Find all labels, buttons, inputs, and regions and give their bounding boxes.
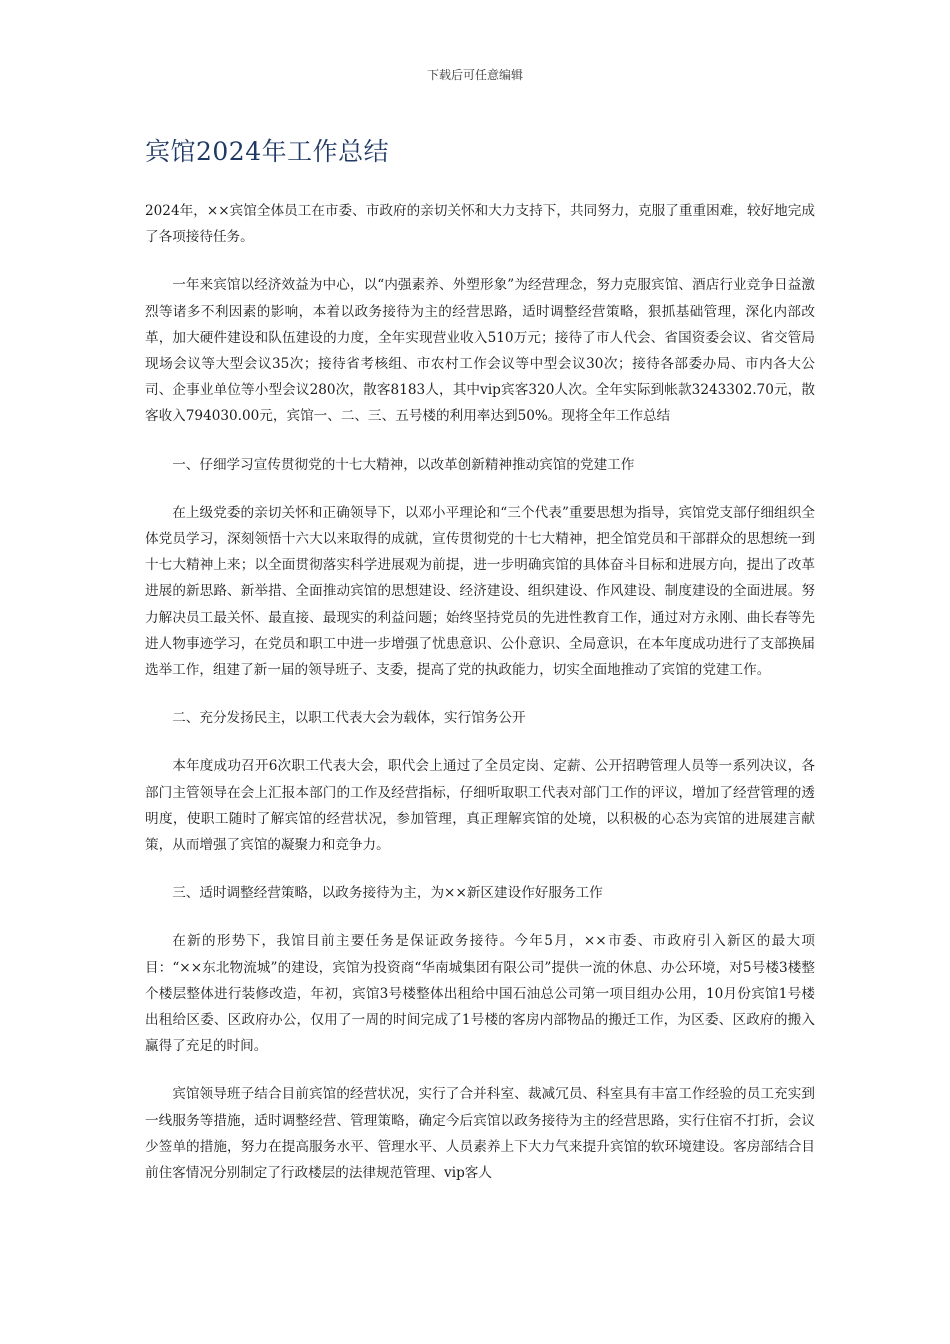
section-3-paragraph-2: 宾馆领导班子结合目前宾馆的经营状况，实行了合并科室、裁减冗员、科室具有丰富工作经验的员工充实到一线服务等措施，适时调整经营、管理策略，确定今后宾馆以政务接待为主的经营思路，实行住宿不打折，会议少签单的措施，努力在提高服务水平、管理水平、人员素养上下大力气来提升宾馆的软环境建设。客房部结合目前住客情况分别制定了行政楼层的法律规范管理、vip客人 (145, 1086, 815, 1182)
document-body (145, 198, 815, 1208)
overview-paragraph: 一年来宾馆以经济效益为中心，以“内强素养、外塑形象”为经营理念，努力克服宾馆、酒店行业竞争日益激烈等诸多不利因素的影响，本着以政务接待为主的经营思路，适时调整经营策略，狠抓基础管理，深化内部改革，加大硬件建设和队伍建设的力度，全年实现营业收入510万元；接待了市人代会、省国资委会议、省交管局现场会议等大型会议35次；接待省考核组、市农村工作会议等中型会议30次；接待各部委办局、市内各大公司、企事业单位等小型会议280次，散客8183人，其中vip宾客320人次。全年实际到帐款3243302.70元，散客收入794030.00元，宾馆一、二、三、五号楼的利用率达到50%。现将全年工作总结 (145, 277, 815, 425)
section-heading-2: 二、充分发扬民主，以职工代表大会为载体，实行馆务公开 (172, 710, 526, 727)
section-3-paragraph-1: 在新的形势下，我馆目前主要任务是保证政务接待。今年5月，××市委、市政府引入新区的最大项目：“××东北物流城”的建设，宾馆为投资商“华南城集团有限公司”提供一流的休息、办公环境，对5号楼3楼整个楼层整体进行装修改造，年初，宾馆3号楼整体出租给中国石油总公司第一项目组办公用，10月份宾馆1号楼出租给区委、区政府办公，仅用了一周的时间完成了1号楼的客房内部物品的搬迁工作，为区委、区政府的搬入赢得了充足的时间。 (145, 933, 815, 1055)
section-1-paragraph: 在上级党委的亲切关怀和正确领导下，以邓小平理论和“三个代表”重要思想为指导，宾馆党支部仔细组织全体党员学习，深刻领悟十六大以来取得的成就，宣传贯彻党的十七大精神，把全馆党员和干部群众的思想统一到十七大精神上来；以全面贯彻落实科学进展观为前提，进一步明确宾馆的具体奋斗目标和进展方向，提出了改革进展的新思路、新举措、全面推动宾馆的思想建设、经济建设、组织建设、作风建设、制度建设的全面进展。努力解决员工最关怀、最直接、最现实的利益问题；始终坚持党员的先进性教育工作，通过对方永刚、曲长春等先进人物事迹学习，在党员和职工中进一步增强了忧患意识、公仆意识、全局意识，在本年度成功进行了支部换届选举工作，组建了新一届的领导班子、支委，提高了党的执政能力，切实全面地推动了宾馆的党建工作。 (145, 504, 815, 679)
page-header: 下载后可任意编辑 (426, 68, 523, 82)
section-heading-1: 一、仔细学习宣传贯彻党的十七大精神，以改革创新精神推动宾馆的党建工作 (172, 456, 635, 473)
document-title: 宾馆2024年工作总结 (145, 137, 390, 166)
intro-paragraph: 2024年，××宾馆全体员工在市委、市政府的亲切关怀和大力支持下，共同努力，克服了重重困难，较好地完成了各项接待任务。 (145, 203, 815, 246)
section-heading-3: 三、适时调整经营策略，以政务接待为主，为××新区建设作好服务工作 (172, 885, 603, 902)
section-2-paragraph: 本年度成功召开6次职工代表大会，职代会上通过了全员定岗、定薪、公开招聘管理人员等一系列决议，各部门主管领导在会上汇报本部门的工作及经营指标，仔细听取职工代表对部门工作的评议，增加了经营管理的透明度，使职工随时了解宾馆的经营状况，参加管理，真正理解宾馆的处境，以积极的心态为宾馆的进展建言献策，从而增强了宾馆的凝聚力和竞争力。 (145, 758, 815, 854)
